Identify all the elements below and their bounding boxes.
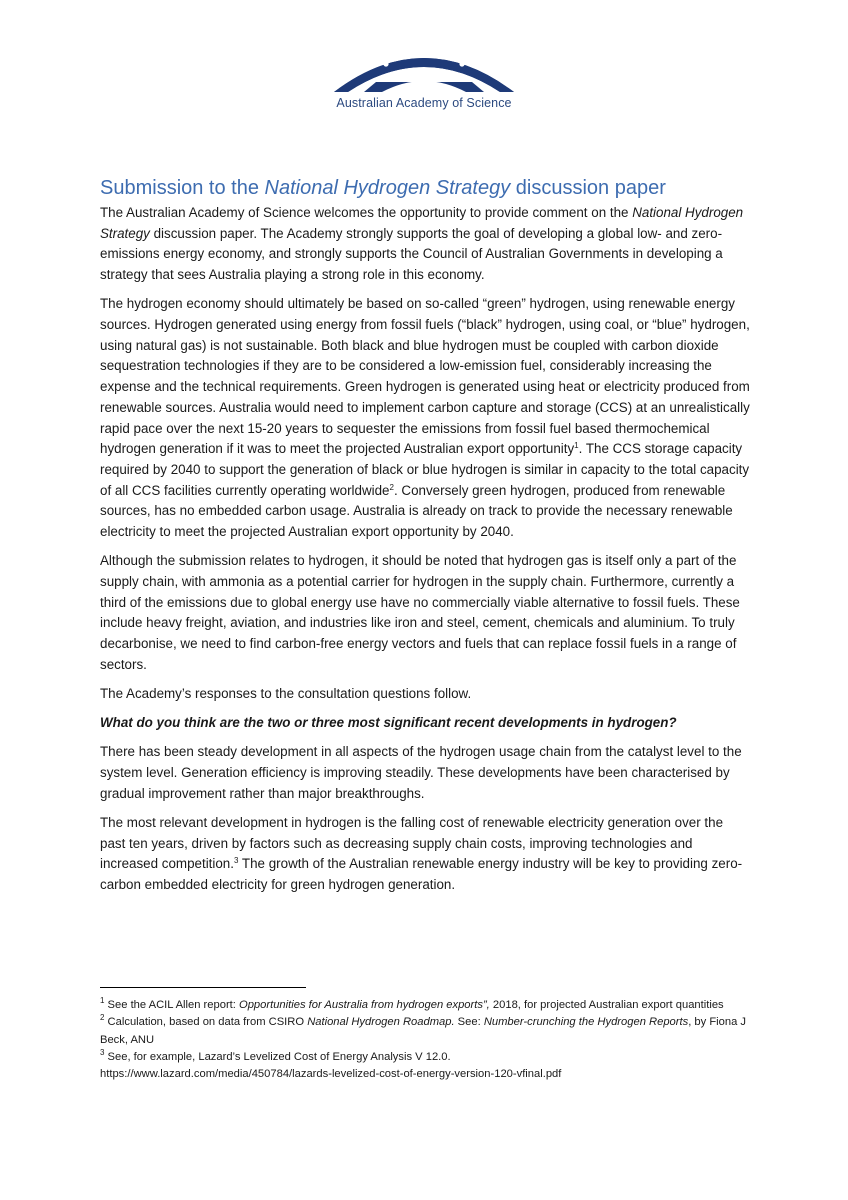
footnote-3 xyxy=(100,1049,750,1066)
footnote-ref-3[interactable]: 3 xyxy=(233,856,239,866)
footnote-1-number: 1 xyxy=(100,996,105,1005)
footnote-1-italic: Opportunities for Australia from hydrogen exports”, xyxy=(239,999,490,1011)
paragraph-steady-development: There has been steady development in all aspects of the hydrogen usage chain from the catalyst level to the system level. Generation efficiency is improving steadily. These developments have been characterised by gradual improvement rather than major breakthroughs. xyxy=(100,744,742,801)
paragraph-supply-chain: Although the submission relates to hydrogen, it should be noted that hydrogen gas is itself only a part of the supply chain, with ammonia as a potential carrier for hydrogen in the supply chain. Furthermore, currently a third of the emissions due to global energy use have no commercially viable alternative to fossil fuels. These include heavy freight, aviation, and industries like iron and steel, cement, chemicals and aluminium. To truly decarbonise, we need to find carbon-free energy vectors and fuels that can replace fossil fuels in a range of sectors. xyxy=(100,553,740,672)
footnote-divider xyxy=(100,987,306,988)
p2-text-b: . The CCS storage capacity required by 2040 to support the generation of black or blue hydrogen is similar in capacity to the total capacity of all CCS facilities currently operating worldwide xyxy=(100,441,750,498)
title-italic: National Hydrogen Strategy xyxy=(264,177,511,199)
p1-italic: National Hydrogen Strategy xyxy=(100,205,744,241)
footnote-2-italic-1: National Hydrogen Roadmap. xyxy=(307,1016,455,1029)
p2-text-c: . Conversely green hydrogen, produced from renewable sources, has no embedded carbon usage. Australia is already on track to provide the necessary renewable electricity to meet the projected Australian export opportunity by 2040. xyxy=(100,482,733,540)
p2-text-a: The hydrogen economy should ultimately be based on so-called “green” hydrogen, using renewable energy sources. Hydrogen generated using energy from fossil fuels (“black” hydrogen, using coal, or “blue” hydrogen, using natural gas) is not sustainable. Both black and blue hydrogen must be coupled with carbon dioxide sequestration technologies if they are to be considered a low-emission fuel, considerably increasing the expense and the technical requirements. Green hydrogen is generated using heat or electricity produced from renewable sources. Australia would need to implement carbon capture and storage (CCS) at an unrealistically rapid pace over the next 15-20 years to sequester the emissions from fossil fuel based thermochemical hydrogen generation if it was to meet the projected Australian export opportunity xyxy=(100,296,750,457)
footnote-2-italic-2: Number-crunching the Hydrogen Reports xyxy=(483,1016,689,1029)
p1-text-c: discussion paper. The Academy strongly supports the goal of developing a global low- and zero-emissions energy economy, and strongly supports the Council of Australian Governments in developing a strategy that sees Australia playing a strong role in this economy. xyxy=(100,225,723,283)
page-title xyxy=(100,175,750,201)
paragraph-intro xyxy=(100,203,750,286)
p1-text-a: The Australian Academy of Science welcomes the opportunity to provide comment on the xyxy=(100,205,633,220)
footnote-ref-2[interactable]: 2 xyxy=(389,482,394,492)
academy-logo xyxy=(0,42,848,110)
footnote-2-text-c: , by Fiona J Beck, ANU xyxy=(100,1016,747,1046)
document-body xyxy=(100,175,750,904)
footnote-3-number: 3 xyxy=(100,1047,105,1057)
paragraph-falling-cost xyxy=(100,813,750,896)
footnote-1-text-b: 2018, for projected Australian export quantities xyxy=(489,999,724,1011)
logo-text: Australian Academy of Science xyxy=(336,96,512,110)
footnote-2-number: 2 xyxy=(100,1013,105,1023)
footnotes xyxy=(100,997,750,1083)
footnote-2-text-b: See: xyxy=(454,1016,484,1029)
paragraph-green-hydrogen xyxy=(100,294,750,542)
footnote-2-text-a: Calculation, based on data from CSIRO xyxy=(104,1016,308,1029)
paragraph-responses-intro: The Academy’s responses to the consultation questions follow. xyxy=(100,685,472,701)
question-heading: What do you think are the two or three most significant recent developments in hydrogen? xyxy=(100,715,677,731)
footnote-3-url[interactable]: https://www.lazard.com/media/450784/lazards-levelized-cost-of-energy-version-120-vfinal.pdf xyxy=(100,1068,562,1081)
p6-text-b: The growth of the Australian renewable energy industry will be key to providing zero-carbon embedded electricity for green hydrogen generation. xyxy=(100,856,743,893)
title-prefix: Submission to the xyxy=(100,177,265,199)
footnote-2 xyxy=(100,1014,750,1049)
footnote-3-text: See, for example, Lazard’s Levelized Cost of Energy Analysis V 12.0. xyxy=(104,1050,451,1063)
footnote-1 xyxy=(100,997,750,1014)
p6-text-a: The most relevant development in hydrogen is the falling cost of renewable electricity generation over the past ten years, driven by factors such as decreasing supply chain costs, improving technologies and increased competition. xyxy=(100,814,724,872)
title-suffix: discussion paper xyxy=(510,177,666,199)
footnote-1-text-a: See the ACIL Allen report: xyxy=(104,999,239,1011)
footnote-ref-1[interactable]: 1 xyxy=(574,441,579,451)
academy-logo-icon xyxy=(324,42,524,94)
